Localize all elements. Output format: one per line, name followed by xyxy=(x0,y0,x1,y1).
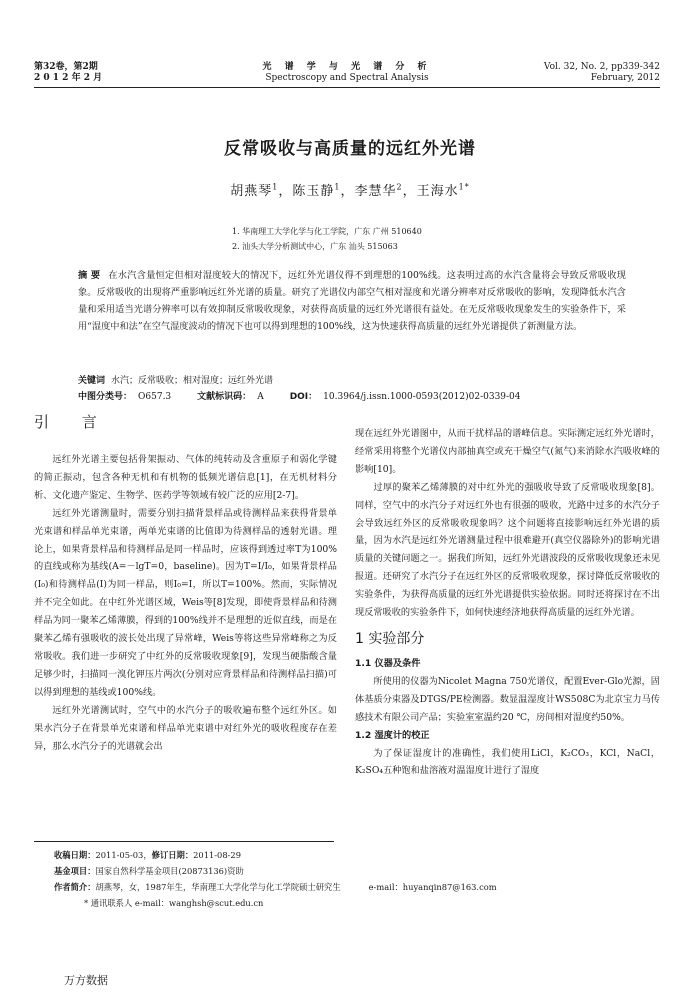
footnote-rule xyxy=(34,841,334,842)
classification-row xyxy=(78,389,626,405)
bio-label: 作者简介： xyxy=(54,882,96,892)
abstract xyxy=(78,267,626,335)
paper-title: 反常吸收与高质量的远红外光谱 xyxy=(224,139,476,159)
doi-value: 10.3964/j.issn.1000-0593(2012)02-0339-04 xyxy=(323,392,521,402)
doc-code: A xyxy=(257,392,264,402)
intro-heading: 引 言 xyxy=(34,413,111,431)
abstract-text: 在水汽含量恒定但相对湿度较大的情况下，远红外光谱仪得不到理想的100%线。这表明过高的水汽含量将会导致反常吸收现象。反常吸收的出现将严重影响远红外光谱的质量。研究了光谱仪内部空气相对湿度和光谱分辨率对反常吸收的影响，发现降低水汽含量和采用适当光谱分辨率可以有效抑制反常吸收现象，对获得高质量的远红外光谱很有益处。在无反常吸收现象发生的实验条件下，采用“湿度中和法”在空气湿度波动的情况下也可以得到理想的100%线，这为快速获得高质量的远红外光谱提供了新测量方法。 xyxy=(78,270,626,332)
keywords-text: 水汽；反常吸收；相对湿度；远红外光谱 xyxy=(111,376,274,386)
fund-label: 基金项目： xyxy=(54,866,96,876)
author: 李慧华$^2$ xyxy=(354,182,403,199)
paragraph: 为了保证湿度计的准确性，我们使用LiCl，K₂CO₃，KCl，NaCl，K₂SO₄五种饱和盐溶液对温湿度计进行了湿度 xyxy=(355,747,660,777)
paragraph: 过厚的聚苯乙烯薄膜的对中红外光的强吸收导致了反常吸收现象[8]。同样，空气中的水汽分子对远红外也有很强的吸收，光路中过多的水汽分子会导致远红外区的反常吸收现象吗？这个问题将直接影响远红外光谱的质量，因为水汽是远红外光谱测量过程中很难避开(真空仪器除外)的影响光谱质量的关键问题之一。据我们所知，远红外光谱波段的反常吸收现象还未见报道。还研究了水汽分子在远红外区的反常吸收现象，探讨降低反常吸收的实验条件，为获得高质量的远红外光谱提供实验依据。同时还将探讨在不出现反常吸收的实验条件下，如何快速经济地获得高质量的远红外光谱。 xyxy=(355,481,660,619)
author-email: e-mail：huyanqin87@163.com xyxy=(368,882,497,892)
bio-text: 胡燕琴，女，1987年生，华南理工大学化学与化工学院硕士研究生 xyxy=(95,882,341,892)
footnotes xyxy=(54,847,497,911)
author: 胡燕琴$^1$ xyxy=(230,182,279,199)
running-header xyxy=(34,62,660,84)
paragraph: 远红外光谱主要包括骨架振动、气体的纯转动及含重原子和弱化学键的简正振动，包含各种无机和有机物的低频光谱信息[1]，在无机材料分析、文化遗产鉴定、生物学、医药学等领域有较广泛的应用[2-7]。 xyxy=(34,454,337,501)
journal-name-cn: 光 谱 学 与 光 谱 分 析 xyxy=(262,62,432,72)
paragraph: 远红外光谱测量时，需要分别扫描背景样品或待测样品来获得背景单光束谱和样品单光束谱，两单光束谱的比值即为待测样品的透射光谱。理论上，如果背景样品和待测样品是同一样品时，应该得到透过率T为100%的直线或称为基线(A=－lgT=0，baseline)。因为T=I/I₀，如果背景样品(I₀)和待测样品(I)为同一样品，则I₀=I，所以T=100%。然而，实际情况并不完全如此。在中红外光谱区域，Weis等[8]发现，即使背景样品和待测样品为同一聚苯乙烯薄膜，得到的100%线并不是理想的近似直线，而是在聚苯乙烯有强吸收的波长处出现了异常峰，Weis等将这些异常峰称之为反常吸收。我们进一步研究了中红外的反常吸收现象[9]，发现当硬脂酸含量足够少时，扫描同一溴化钾压片两次(分别对应背景样品和待测样品扫描)可以得到理想的基线或100%线。 xyxy=(34,507,337,698)
fund-note xyxy=(54,863,497,879)
affiliation: 2. 汕头大学分析测试中心，广东 汕头 515063 xyxy=(232,242,398,251)
corresponding-author: * 通讯联系人 e-mail：wanghsh@scut.edu.cn xyxy=(84,898,264,908)
paragraph: 现在远红外光谱图中，从而干扰样品的谱峰信息。实际测定远红外光谱时，经常采用将整个光谱仪内部抽真空或充干燥空气(氮气)来消除水汽吸收峰的影响[10]。 xyxy=(355,428,660,475)
volume-issue: 第32卷，第2期 xyxy=(34,62,98,72)
revised-date: 2011-08-29 xyxy=(193,850,241,860)
header-rule xyxy=(34,87,660,88)
revised-label: 修订日期： xyxy=(151,850,194,860)
bio-note xyxy=(54,879,497,895)
keywords-block xyxy=(78,373,626,405)
affiliations xyxy=(232,224,422,254)
doc-code-label: 文献标识码： xyxy=(197,392,252,402)
subsection-heading: 1.2 湿度计的校正 xyxy=(355,729,430,741)
affiliation: 1. 华南理工大学化学与化工学院，广东 广州 510640 xyxy=(232,227,422,236)
issue-date: 2 0 1 2 年 2 月 xyxy=(34,73,103,83)
keywords-label: 关键词 xyxy=(78,376,106,386)
clc-code: O657.3 xyxy=(138,392,172,402)
author-list: 胡燕琴$^1$，陈玉静$^1$，李慧华$^2$，王海水$^{1*}$ xyxy=(230,182,470,199)
subsection-heading: 1.1 仪器及条件 xyxy=(355,657,421,669)
paragraph: 远红外光谱测试时，空气中的水汽分子的吸收遍布整个远红外区。如果水汽分子在背景单光束谱和样品单光束谱中对红外光的吸收程度存在差异，那么水汽分子的光谱就会出 xyxy=(34,704,337,752)
vol-pages: Vol. 32, No. 2, pp339-342 xyxy=(543,62,660,72)
dates-note xyxy=(54,847,497,863)
paragraph: 所使用的仪器为Nicolet Magna 750光谱仪，配置Ever-Glo光源，固体基质分束器及DTGS/PE检测器。数显温湿度计WS508C为北京宝力马传感技术有限公司产品；实验室室温约20 ℃，房间相对湿度约50%。 xyxy=(355,675,660,723)
author: 陈玉静$^1$ xyxy=(292,182,341,199)
journal-name-en: Spectroscopy and Spectral Analysis xyxy=(265,73,429,83)
received-label: 收稿日期： xyxy=(54,850,96,860)
watermark: 万方数据 xyxy=(64,974,108,987)
doi-label: DOI： xyxy=(289,392,318,402)
pub-month: February, 2012 xyxy=(590,73,660,83)
section-heading: 1 实验部分 xyxy=(355,630,425,647)
received-date: 2011-05-03， xyxy=(95,850,152,860)
right-column xyxy=(355,425,660,780)
keywords-row xyxy=(78,373,626,389)
left-column xyxy=(34,451,337,755)
author: 王海水$^{1*}$ xyxy=(416,182,470,199)
clc-label: 中图分类号： xyxy=(78,392,133,402)
abstract-label: 摘 要 xyxy=(78,270,101,281)
citation-info xyxy=(544,62,660,84)
fund-text: 国家自然科学基金项目(20873136)资助 xyxy=(95,866,244,876)
